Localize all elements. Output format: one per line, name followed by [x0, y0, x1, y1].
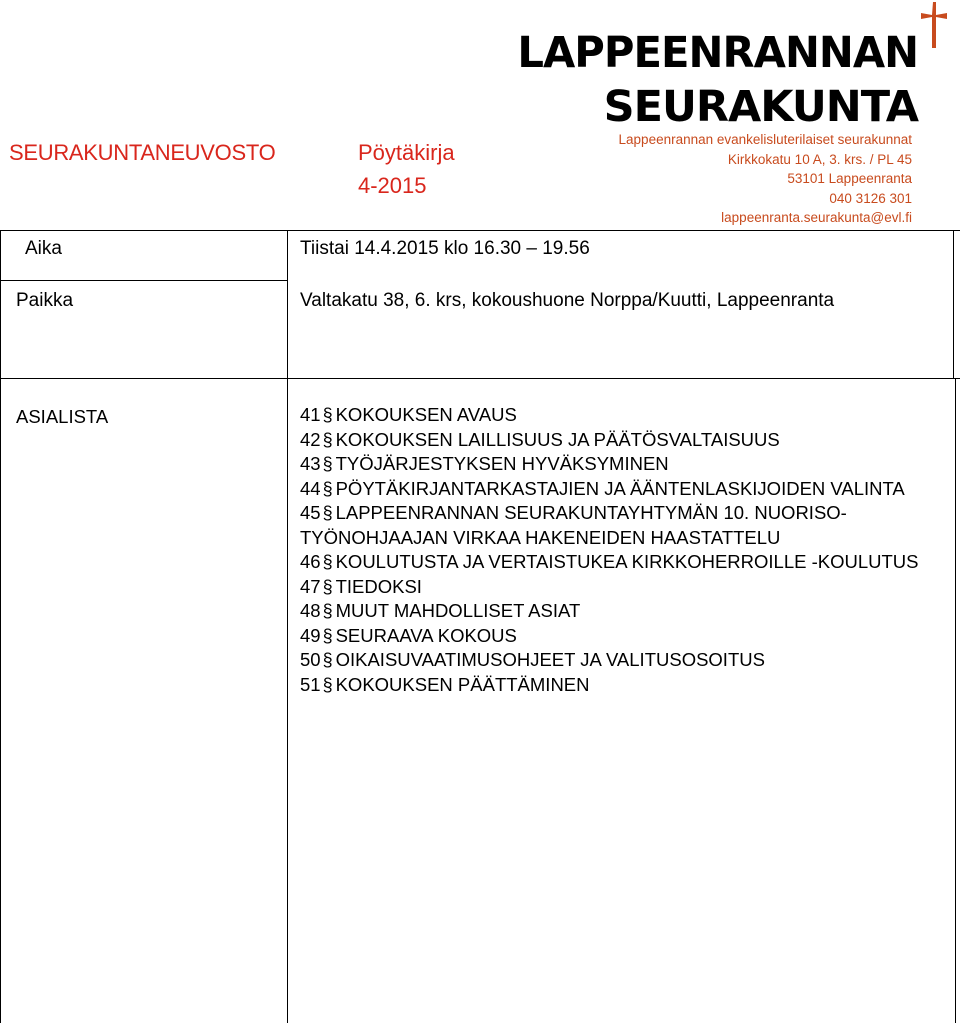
agenda-item-number: 49: [300, 624, 321, 646]
agenda-item: [300, 477, 940, 502]
agenda-item-number: 41: [300, 404, 321, 425]
agenda-item: [300, 452, 940, 477]
document-type: Pöytäkirja: [358, 140, 455, 165]
agenda-item: [300, 673, 940, 698]
section-sign: §: [322, 674, 333, 695]
agenda-label: ASIALISTA: [16, 406, 109, 427]
section-sign: §: [322, 454, 333, 474]
section-sign: §: [322, 650, 333, 670]
contact-line: 53101 Lappeenranta: [787, 171, 912, 186]
logo-line-2: SEURAKUNTA: [603, 82, 918, 132]
parish-logo: [517, 2, 960, 132]
table-rule: [0, 230, 1, 1023]
contact-line: lappeenranta.seurakunta@evl.fi: [721, 210, 912, 225]
section-sign: §: [322, 503, 333, 523]
contact-line: 040 3126 301: [829, 190, 912, 206]
agenda-item: [300, 403, 940, 428]
section-sign: §: [322, 601, 333, 621]
contact-info: [619, 130, 912, 228]
agenda-item-number: 45: [300, 502, 321, 523]
agenda-item: [300, 575, 940, 600]
table-rule: [953, 230, 954, 378]
agenda-item: [300, 428, 940, 453]
agenda-item-title: PÖYTÄKIRJANTARKASTAJIEN JA ÄÄNTENLASKIJOIDEN VALINTA: [335, 477, 905, 499]
table-rule: [955, 378, 956, 1023]
agenda-item: [300, 624, 940, 649]
agenda-item-number: 47: [300, 575, 321, 597]
agenda-item: [300, 501, 940, 550]
agenda-item: [300, 599, 940, 624]
table-rule: [0, 280, 287, 281]
agenda-item-number: 46: [300, 551, 321, 572]
agenda-item: [300, 648, 940, 673]
contact-line: Kirkkokatu 10 A, 3. krs. / PL 45: [727, 151, 912, 167]
place-label: Paikka: [16, 290, 74, 311]
section-sign: §: [322, 576, 333, 597]
agenda-item-title: KOKOUKSEN PÄÄTTÄMINEN: [335, 673, 590, 695]
agenda-item-title: LAPPEENRANNAN SEURAKUNTAYHTYMÄN 10. NUORISO-TYÖNOHJAAJAN VIRKAA HAKENEIDEN HAASTATTELU: [300, 502, 847, 548]
agenda-item-number: 42: [300, 428, 321, 450]
agenda-item-number: 51: [300, 673, 321, 695]
agenda-list: [300, 403, 940, 697]
time-value: Tiistai 14.4.2015 klo 16.30 – 19.56: [300, 238, 590, 259]
agenda-item-number: 43: [300, 453, 321, 474]
cross-icon: [920, 2, 948, 48]
section-sign: §: [322, 552, 333, 572]
table-rule: [287, 230, 288, 1023]
place-value: Valtakatu 38, 6. krs, kokoushuone Norppa/Kuutti, Lappeenranta: [300, 290, 835, 311]
agenda-item-title: OIKAISUVAATIMUSOHJEET JA VALITUSOSOITUS: [335, 649, 765, 670]
agenda-item-title: TIEDOKSI: [335, 575, 422, 597]
section-sign: §: [322, 478, 333, 499]
document-number: 4-2015: [358, 173, 427, 198]
agenda-item-title: MUUT MAHDOLLISET ASIAT: [335, 600, 581, 621]
agenda-item-number: 44: [300, 477, 321, 499]
agenda-item-title: KOKOUKSEN LAILLISUUS JA PÄÄTÖSVALTAISUUS: [335, 428, 780, 450]
agenda-item-title: KOULUTUSTA JA VERTAISTUKEA KIRKKOHERROILLE -KOULUTUS: [335, 551, 919, 572]
agenda-item-number: 50: [300, 649, 321, 670]
agenda-item: [300, 550, 940, 575]
agenda-item-title: KOKOUKSEN AVAUS: [335, 404, 517, 425]
organization-title: SEURAKUNTANEUVOSTO: [9, 140, 276, 165]
section-sign: §: [322, 405, 333, 425]
section-sign: §: [322, 625, 333, 646]
logo-line-1: LAPPEENRANNAN: [517, 28, 918, 78]
table-rule: [0, 230, 960, 231]
table-rule: [0, 378, 960, 379]
agenda-item-number: 48: [300, 600, 321, 621]
agenda-item-title: SEURAAVA KOKOUS: [335, 624, 517, 646]
contact-line: Lappeenrannan evankelisluterilaiset seurakunnat: [618, 132, 912, 147]
section-sign: §: [322, 429, 333, 450]
time-label: Aika: [25, 238, 62, 259]
agenda-item-title: TYÖJÄRJESTYKSEN HYVÄKSYMINEN: [335, 453, 669, 474]
